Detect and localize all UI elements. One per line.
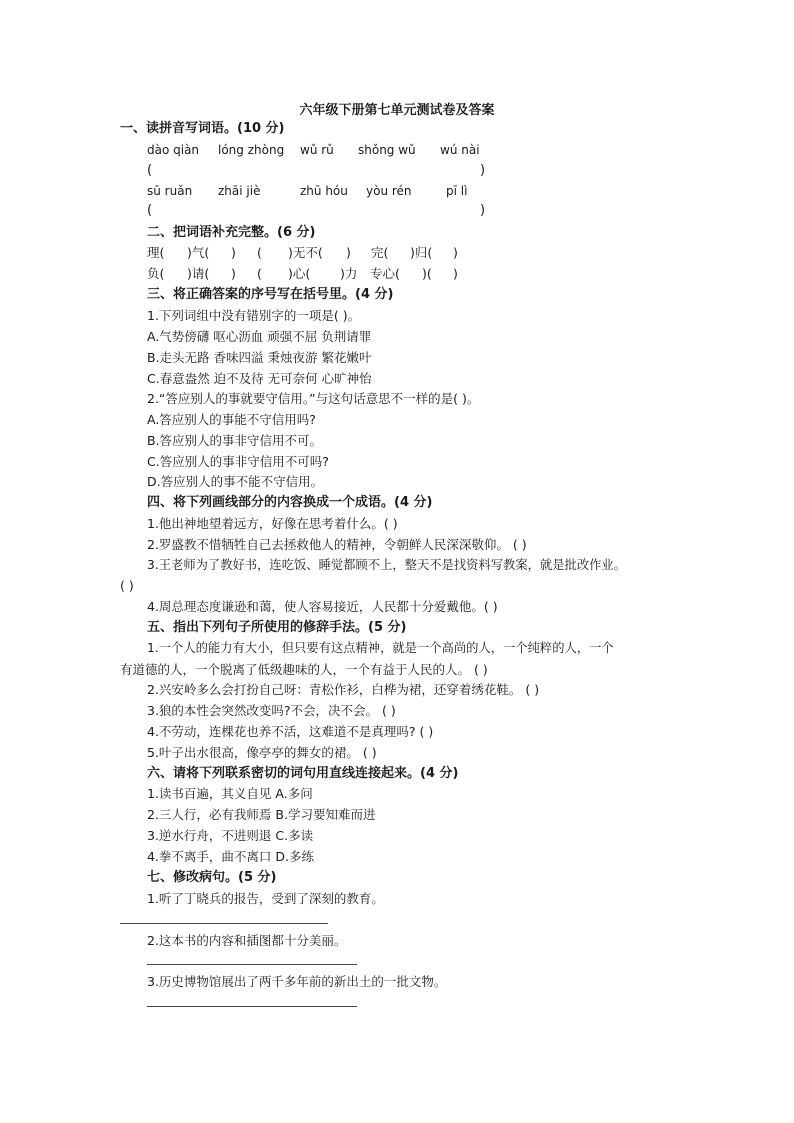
- question-text: 1.一个人的能力有大小，但只要有这点精神，就是一个高尚的人，一个纯粹的人，一个: [147, 641, 614, 655]
- question-text: 1.下列词组中没有错别字的一项是( )。: [147, 308, 361, 323]
- section-4-heading: 四、将下列画线部分的内容换成一个成语。(4 分): [147, 495, 433, 510]
- section-6-heading: 六、请将下列联系密切的词句用直线连接起来。(4 分): [147, 766, 459, 781]
- pinyin: zhū hóu: [300, 184, 348, 198]
- pinyin: yòu rén: [366, 184, 412, 198]
- question-text: 有道德的人，一个脱离了低级趣味的人，一个有益于人民的人。 ( ): [120, 662, 488, 677]
- blank-fragment: (: [257, 245, 262, 260]
- answer-paren-close: ): [480, 163, 486, 178]
- match-item: 1.读书百遍，其义自见 A.多问: [147, 786, 313, 801]
- blank-fragment: )心(: [288, 266, 311, 281]
- question-text: 3.历史博物馆展出了两千多年前的新出土的一批文物。: [147, 974, 447, 989]
- section-5-heading: 五、指出下列句子所使用的修辞手法。(5 分): [147, 620, 407, 635]
- question-text: 3.狼的本性会突然改变吗?不会，决不会。 ( ): [147, 703, 396, 718]
- pinyin: dào qiàn: [147, 143, 200, 157]
- option-text: B.答应别人的事非守信用不可。: [147, 433, 323, 448]
- question-text: 2.“答应别人的事就要守信用。”与这句话意思不一样的是( )。: [147, 391, 480, 406]
- pinyin: pī lì: [446, 184, 468, 198]
- page-title: 六年级下册第七单元测试卷及答案: [299, 103, 495, 118]
- blank-fragment: ): [453, 266, 458, 281]
- blank-fragment: 完(: [371, 245, 389, 260]
- blank-fragment: ): [453, 245, 458, 260]
- answer-line: [120, 923, 328, 924]
- question-text: 1.他出神地望着远方，好像在思考着什么。( ): [147, 516, 398, 531]
- option-text: A.气势傍礴 呕心沥血 顽强不屈 负荆请罪: [147, 329, 372, 344]
- blank-fragment: )请(: [187, 266, 210, 281]
- question-text: 2.这本书的内容和插图都十分美丽。: [147, 933, 347, 948]
- pinyin: wǔ rǔ: [300, 143, 334, 157]
- question-text: 2.罗盛教不惜牺牲自己去拯救他人的精神，令朝鲜人民深深敬仰。 ( ): [147, 537, 527, 552]
- match-item: 3.逆水行舟，不进则退 C.多读: [147, 828, 314, 843]
- question-text: 3.王老师为了教好书，连吃饭、睡觉都顾不上，整天不是找资料写教案，就是批改作业。: [147, 558, 627, 572]
- question-text: 1.听了丁晓兵的报告，受到了深刻的教育。: [147, 891, 384, 906]
- option-text: C.答应别人的事非守信用不可吗?: [147, 454, 329, 469]
- pinyin: shǒng wǔ: [358, 143, 416, 157]
- answer-line: [147, 1006, 357, 1007]
- section-3-heading: 三、将正确答案的序号写在括号里。(4 分): [147, 287, 394, 302]
- match-item: 2.三人行，必有我师焉 B.学习要知难而进: [147, 807, 376, 822]
- blank-fragment: )(: [422, 266, 432, 281]
- answer-line: [147, 964, 357, 965]
- answer-paren-open: (: [147, 163, 153, 178]
- question-text: 2.兴安岭多么会打扮自己呀：青松作衫，白桦为裙，还穿着绣花鞋。 ( ): [147, 682, 540, 697]
- section-1-heading: 一、读拼音写词语。(10 分): [120, 121, 285, 136]
- answer-paren-close: ): [480, 203, 486, 218]
- blank-fragment: ): [231, 266, 236, 281]
- pinyin: zhāi jiè: [218, 184, 261, 198]
- blank-fragment: )气(: [187, 245, 210, 260]
- section-2-heading: 二、把词语补充完整。(6 分): [147, 225, 316, 240]
- pinyin: lóng zhòng: [218, 143, 285, 157]
- question-text: 4.不劳动，连棵花也养不活，这难道不是真理吗? ( ): [147, 724, 434, 739]
- blank-fragment: )归(: [410, 245, 433, 260]
- blank-fragment: )无不(: [288, 245, 323, 260]
- answer-paren-open: (: [147, 203, 153, 218]
- blank-fragment: (: [257, 266, 262, 281]
- blank-fragment: ): [346, 245, 351, 260]
- question-text: ( ): [120, 578, 134, 593]
- blank-fragment: 理(: [147, 245, 165, 260]
- blank-fragment: 专心(: [370, 266, 400, 281]
- option-text: B.走头无路 香味四溢 秉烛夜游 繁花嫩叶: [147, 350, 372, 365]
- question-text: 5.叶子出水很高，像亭亭的舞女的裙。 ( ): [147, 745, 377, 760]
- blank-fragment: )力: [340, 266, 358, 281]
- option-text: C.春意盎然 迫不及待 无可奈何 心旷神怡: [147, 371, 372, 386]
- pinyin: sū ruǎn: [147, 184, 193, 198]
- option-text: D.答应别人的事不能不守信用。: [147, 474, 324, 489]
- section-7-heading: 七、修改病句。(5 分): [147, 870, 277, 885]
- blank-fragment: ): [231, 245, 236, 260]
- question-text: 4.周总理态度谦逊和蔼，使人容易接近，人民都十分爱戴他。( ): [147, 599, 498, 614]
- pinyin: wú nài: [440, 143, 480, 157]
- match-item: 4.拳不离手，曲不离口 D.多练: [147, 849, 314, 864]
- option-text: A.答应别人的事能不守信用吗?: [147, 412, 316, 427]
- blank-fragment: 负(: [147, 266, 165, 281]
